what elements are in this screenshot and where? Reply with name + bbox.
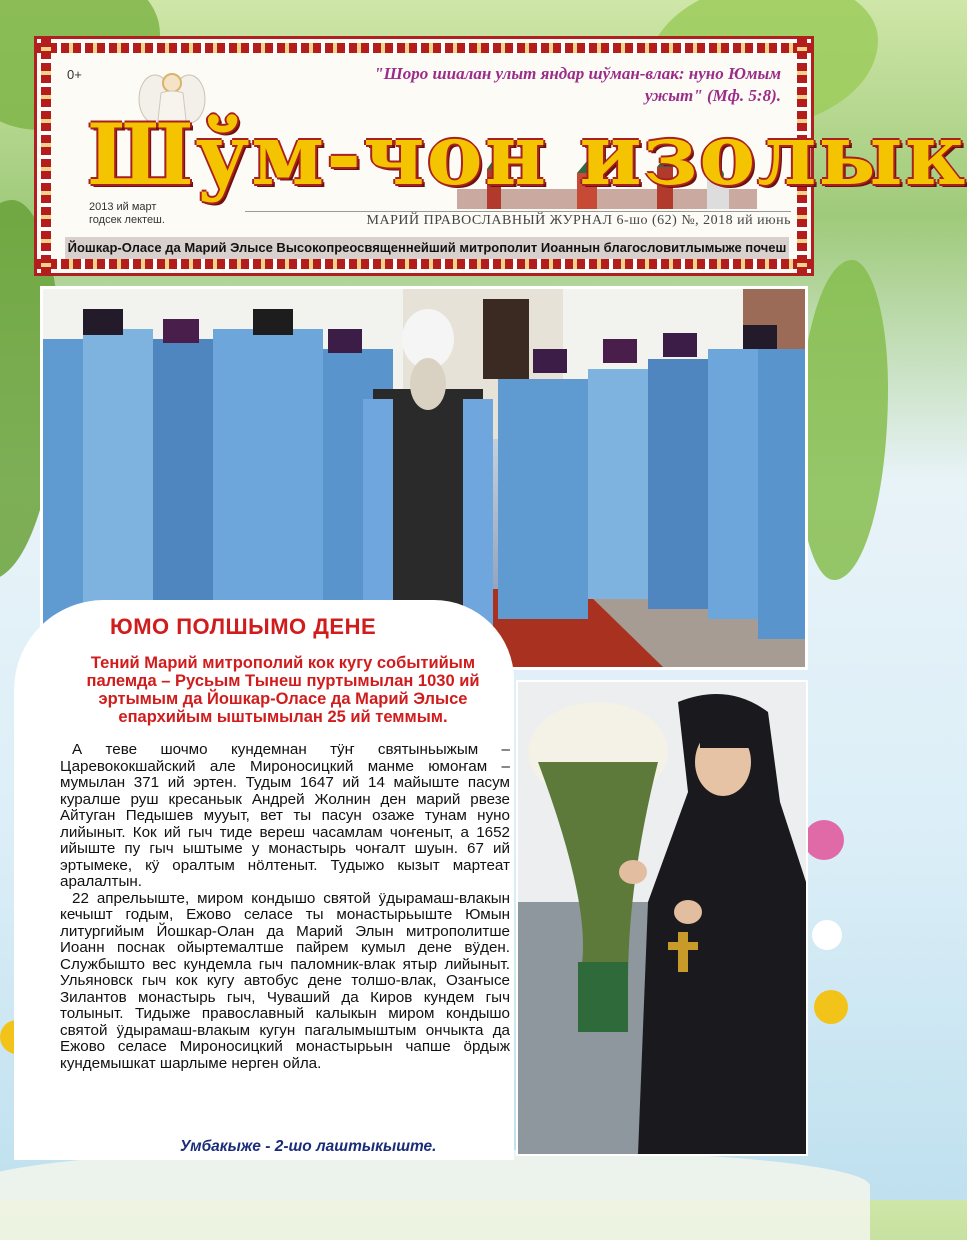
ornament-border [37,43,811,53]
blessing-banner: Йошкар-Оласе да Марий Элысе Высокопреосвященнейший митрополит Иоаннын благословитлымыже почеш [65,237,789,259]
magazine-header [34,36,967,276]
background-leaf [798,260,888,580]
continued-note: Умбакыже - 2-шо лаштыкыште. [180,1138,437,1155]
since-line: годсек лектеш. [89,214,165,226]
yellow-flower [814,990,848,1024]
age-rating: 0+ [67,67,82,82]
article-headline: ЮМО ПОЛШЫМО ДЕНЕ [110,614,377,639]
issue-subtitle: МАРИЙ ПРАВОСЛАВНЫЙ ЖУРНАЛ 6-шо (62) №, 2018 ий июнь [245,211,791,229]
since-line: 2013 ий март [89,201,157,213]
article-paragraph: А теве шочмо кундемнан тӱҥ святыньыжым – Царевококшайский але Мироносицкий манме юмоҥам – мумылан 371 ий эртен. Тудым 1647 ий 14 майыште пасум куралше руш кресаньык Андрей Жолнин ден марий рвезе Айтуган Педышев мууыт, вет ты пасун озаже тунам нуно лийыныт. Кок ий гыч тиде вереш часамлам чоҥеныт, а 1652 ийыште пу гыч ыштыме у монастырь чоҥалт шуын. 67 ий эртымеке, кӱ оралтым нӧлтеныт. Тудыжо кызыт мартеат аралалтын. [60,741,510,890]
nun-illustration [518,682,806,1154]
white-flower [812,920,842,950]
publication-since [89,201,165,227]
bible-quote: "Шоро шиалан улыт яндар шўман-влак: нуно Юмым ужыт" (Мф. 5:8). [374,64,781,105]
ornament-border [41,39,51,273]
background-flowers [0,1150,870,1240]
article-body [60,742,510,1072]
article-paragraph: 22 апрельыште, миром кондышо святой ӱдырамаш-влакын кечышт годым, Ежово селасе ты монастырьыште Юмын литургийым Йошкар-Олан да Марий Элын митрополитше Иоанн поснак ойыртемалтше пайрем кумыл дене вӱден. Службышто вес кундемла гыч паломник-влак ятыр лийыныт. Ульяновск гыч кок кугу автобус дене толшо-влак, Озаҥысе Зилантов монастырь гыч, Чуваший да Киров кундем гыч толыныт. Тидыже православный калыкын миром кондышо святой ӱдырамаш-влакым кугун пагалымыштым ончыкта да Ежово селасе Мироносицкий монастырьын чапше ӧрдыж кундемышкат шарлыме нерген ойла. [60,889,510,1072]
article-lead: Тений Марий митрополий кок кугу событийым палемда – Русьым Тынеш пуртымылан 1030 ий эртымым да Йошкар-Оласе да Марий Элысе епархийым ыштымылан 25 ий теммым. [86,654,480,726]
nun-with-bouquet-photo [516,680,808,1156]
pink-flower [804,820,844,860]
ornament-border [37,259,811,269]
magazine-title: Шўм-чон изолык [87,105,967,204]
